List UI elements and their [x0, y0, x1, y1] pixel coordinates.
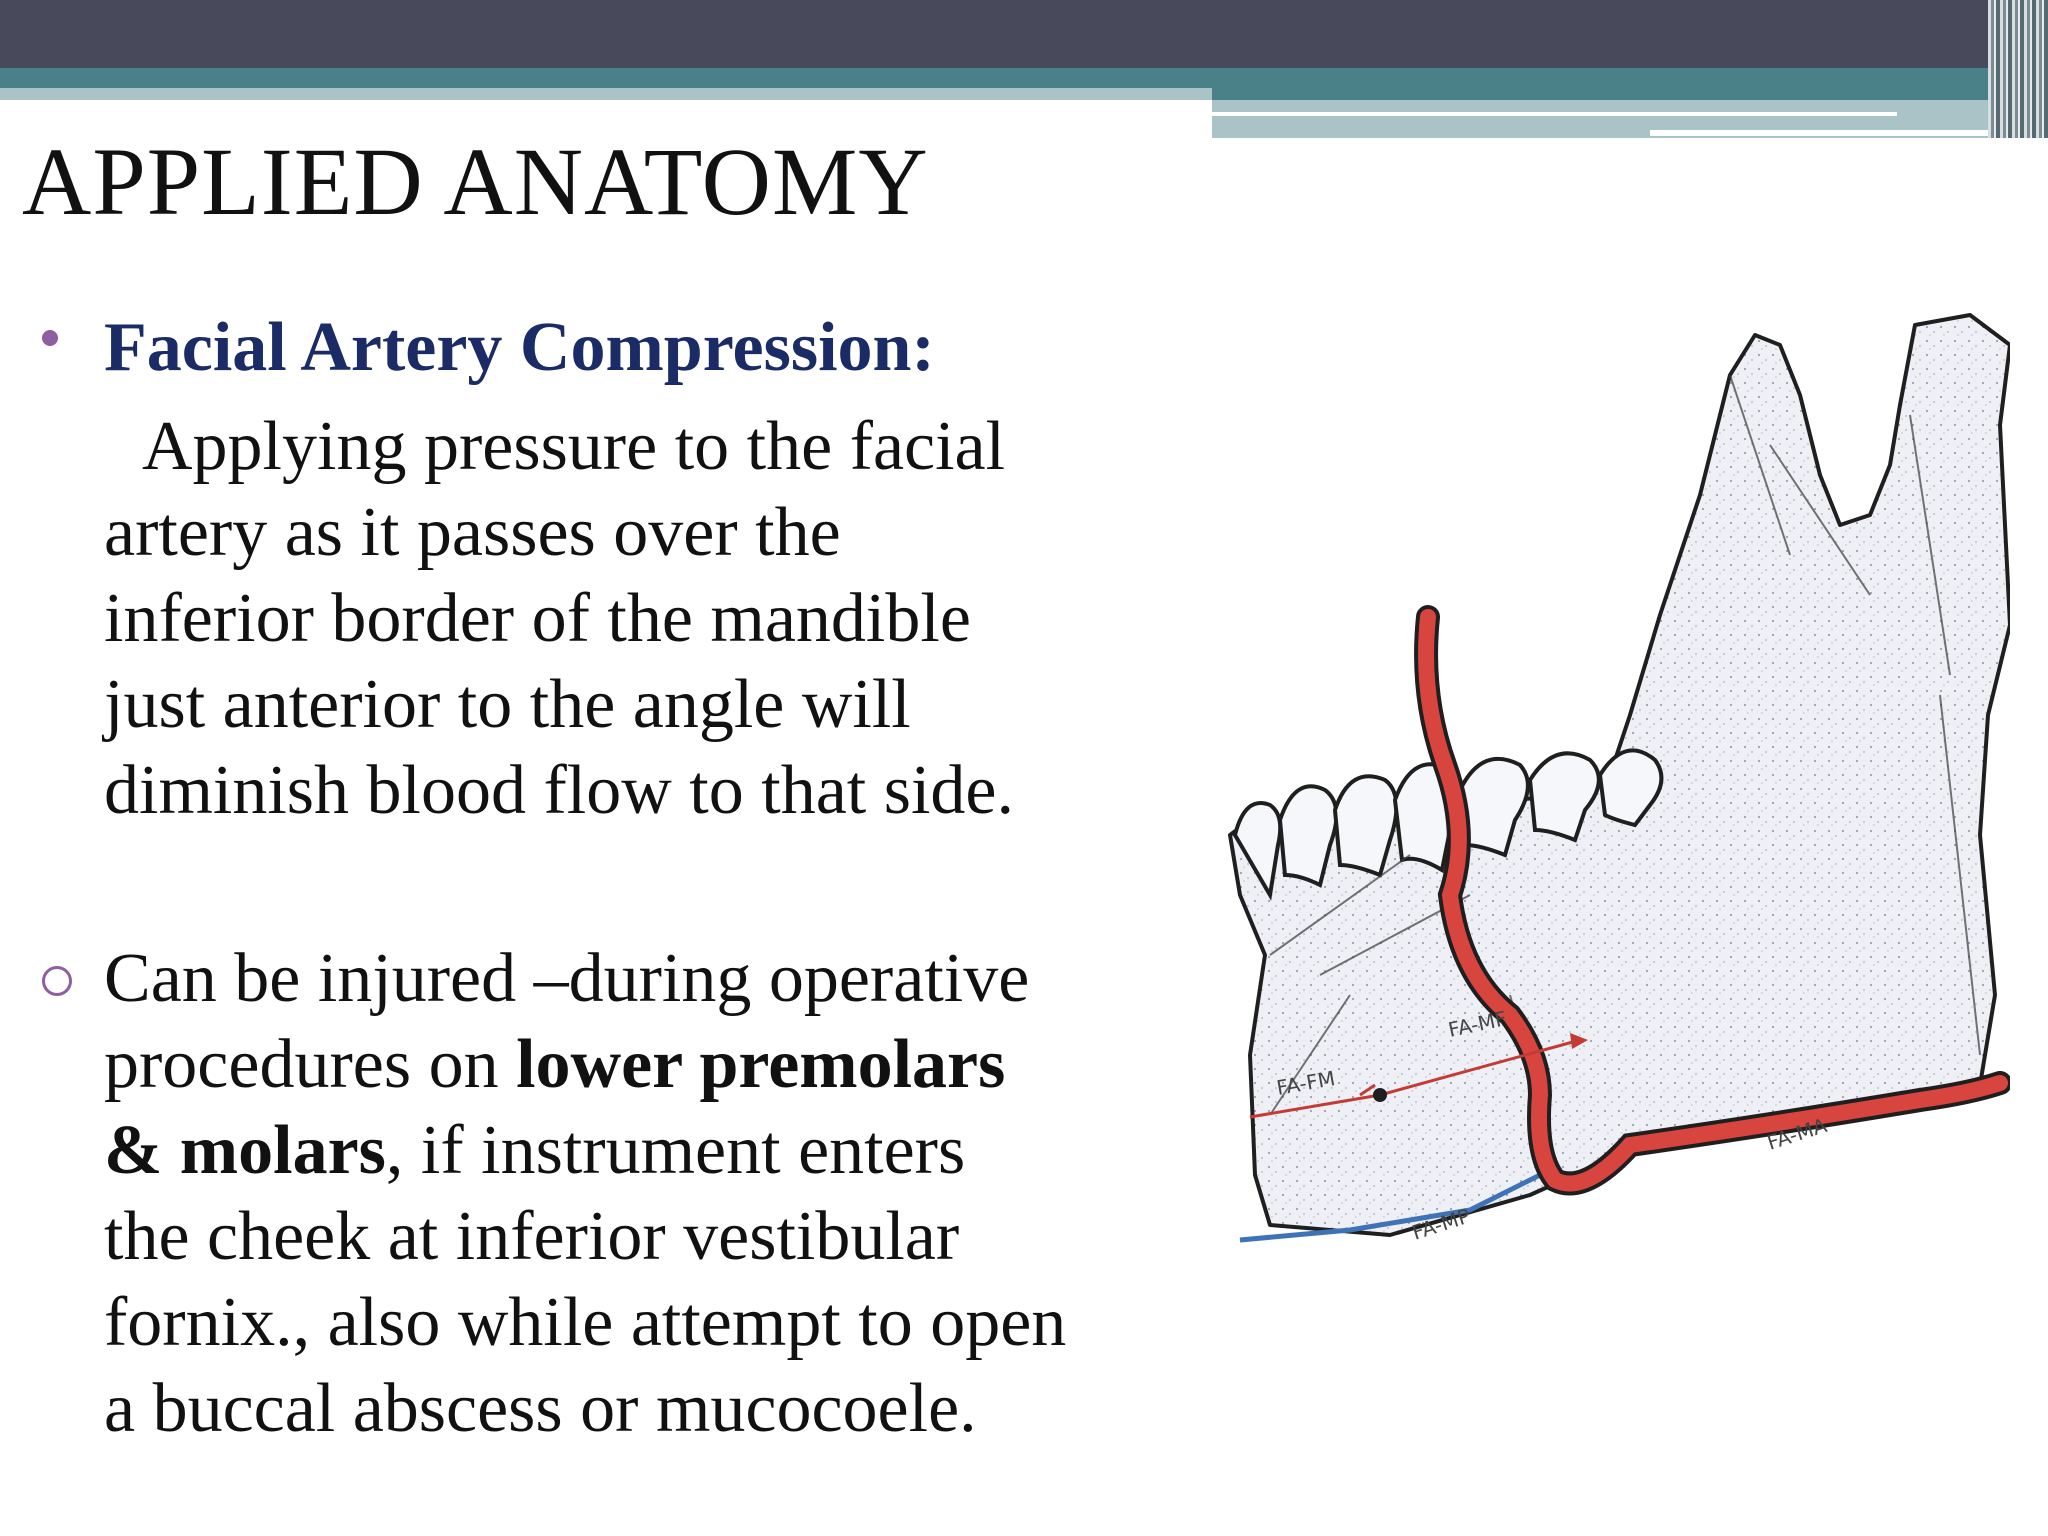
- paragraph-line: just anterior to the angle will: [104, 666, 911, 743]
- paragraph-line: fornix., also while attempt to open: [104, 1284, 1067, 1361]
- paragraph-line: [104, 1022, 1214, 1108]
- bold-text: lower premolars: [516, 1026, 1006, 1103]
- paragraph-line: Can be injured –during operative: [104, 940, 1030, 1017]
- label-fa-ma: FA-MA: [1764, 1113, 1830, 1155]
- header-right-line-short: [1650, 130, 2002, 136]
- injury-paragraph: [104, 936, 1214, 1452]
- text-run: procedures on: [104, 1026, 517, 1103]
- text-run: , if instrument enters: [385, 1112, 966, 1189]
- header-bar-dark: [0, 0, 2048, 68]
- paragraph-line: Applying pressure to the facial: [142, 408, 1006, 485]
- paragraph-line: diminish blood flow to that side.: [104, 752, 1014, 829]
- label-fa-fm: FA-FM: [1274, 1066, 1337, 1100]
- bullet-ring-icon: [42, 966, 72, 996]
- paragraph-line: the cheek at inferior vestibular: [104, 1198, 960, 1275]
- mandible-illustration: [1210, 295, 2010, 1255]
- header-divider: [0, 100, 1212, 104]
- slide-title: APPLIED ANATOMY: [22, 128, 929, 235]
- paragraph-line: a buccal abscess or mucocoele.: [104, 1370, 977, 1447]
- header-stripes: [1988, 0, 2048, 138]
- header-right-line: [1212, 112, 1897, 116]
- label-fa-mp: FA-MP: [1409, 1203, 1474, 1245]
- compression-paragraph: [104, 404, 1184, 834]
- paragraph-line: artery as it passes over the: [104, 494, 841, 571]
- header-bar-light: [0, 88, 1212, 100]
- paragraph-line: [104, 1108, 1214, 1194]
- paragraph-line: inferior border of the mandible: [104, 580, 971, 657]
- bullet-dot-icon: [42, 330, 58, 346]
- mandible-drawing: [1210, 295, 2010, 1255]
- label-fa-mf: FA-MF: [1446, 1006, 1509, 1042]
- bold-text: & molars: [104, 1112, 386, 1189]
- section-heading: Facial Artery Compression:: [104, 309, 935, 386]
